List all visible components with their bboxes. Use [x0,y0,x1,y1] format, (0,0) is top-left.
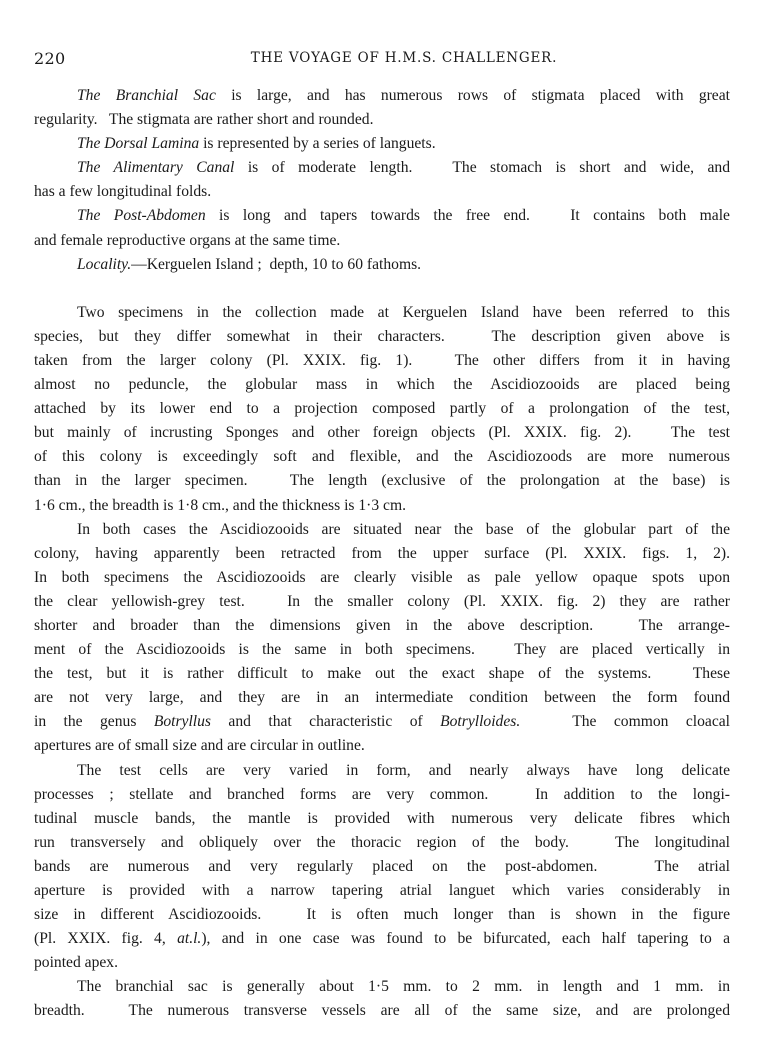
text-line: attached by its lower end to a projection composed partly of a prolongation of the test, [34,400,730,418]
text-line: the test, but it is rather difficult to make out the exact shape of the systems. These [34,665,730,683]
text-line: of this colony is exceedingly soft and flexible, and the Ascidiozoods are more numerous [34,448,730,466]
text-line: but mainly of incrusting Sponges and other foreign objects (Pl. XXIX. fig. 2). The test [34,424,730,442]
text-line: bands are numerous and very regularly placed on the post-abdomen. The atrial [34,857,730,875]
text-line: ment of the Ascidiozooids is the same in both specimens. They are placed vertically in [34,641,730,659]
text-line: shorter and broader than the dimensions given in the above description. The arrange- [34,616,730,634]
text-line: and female reproductive organs at the same time. [34,231,341,249]
text-line: breadth. The numerous transverse vessels are all of the same size, and are prolonged [34,1002,730,1020]
text-line: are not very large, and they are in an intermediate condition between the form found [34,689,730,707]
text-line: aperture is provided with a narrow tapering atrial languet which varies considerably in [34,882,730,899]
page-body [34,84,730,1024]
specimen-discussion-block [34,301,730,1024]
running-title: THE VOYAGE OF H.M.S. CHALLENGER. [250,50,558,66]
text-line: In both specimens the Ascidiozooids are clearly visible as pale yellow opaque spots upon [34,568,730,586]
text-line: The Post-Abdomen is long and tapers towards the free end. It contains both male [77,207,730,225]
text-line: the clear yellowish-grey test. In the smaller colony (Pl. XXIX. fig. 2) they are rather [34,592,730,610]
text-line: The test cells are very varied in form, and nearly always have long delicate [77,761,730,779]
page-number: 220 [34,49,66,68]
text-line: colony, having apparently been retracted from the upper surface (Pl. XXIX. figs. 1, 2). [34,544,730,562]
text-line: 1·6 cm., the breadth is 1·8 cm., and the thickness is 1·3 cm. [34,496,406,514]
text-line: The Dorsal Lamina is represented by a series of languets. [77,135,436,153]
text-line: The Alimentary Canal is of moderate length. The stomach is short and wide, and [77,159,730,177]
text-line: In both cases the Ascidiozooids are situated near the base of the globular part of the [77,520,730,538]
species-description-block [34,84,730,277]
text-line: Two specimens in the collection made at Kerguelen Island have been referred to this [77,303,730,321]
text-line: taken from the larger colony (Pl. XXIX. fig. 1). The other differs from it in having [34,351,730,369]
text-line: has a few longitudinal folds. [34,183,212,201]
text-line: The Branchial Sac is large, and has numerous rows of stigmata placed with great [77,87,730,104]
text-line: size in different Ascidiozooids. It is often much longer than is shown in the figure [34,906,730,924]
text-line: than in the larger specimen. The length (exclusive of the prolongation at the base) is [34,472,730,490]
text-line: (Pl. XXIX. fig. 4, at.l.), and in one case was found to be bifurcated, each half tapering to a [34,930,730,948]
text-line: regularity. The stigmata are rather short and rounded. [34,111,374,129]
text-line: tudinal muscle bands, the mantle is provided with numerous very delicate fibres which [34,809,730,827]
text-line: The branchial sac is generally about 1·5 mm. to 2 mm. in length and 1 mm. in [77,978,730,996]
text-line: species, but they differ somewhat in their characters. The description given above is [34,327,730,345]
text-line: Locality.—Kerguelen Island ; depth, 10 to 60 fathoms. [77,255,422,273]
text-line: apertures are of small size and are circular in outline. [34,737,365,755]
running-head [34,49,734,69]
text-line: in the genus Botryllus and that characteristic of Botrylloides. The common cloacal [34,713,730,731]
text-line: pointed apex. [34,954,119,972]
text-line: almost no peduncle, the globular mass in which the Ascidiozooids are placed being [34,376,730,394]
paragraph-gap [34,277,730,301]
text-line: run transversely and obliquely over the thoracic region of the body. The longitudinal [34,833,730,851]
text-line: processes ; stellate and branched forms are very common. In addition to the longi- [34,785,730,803]
